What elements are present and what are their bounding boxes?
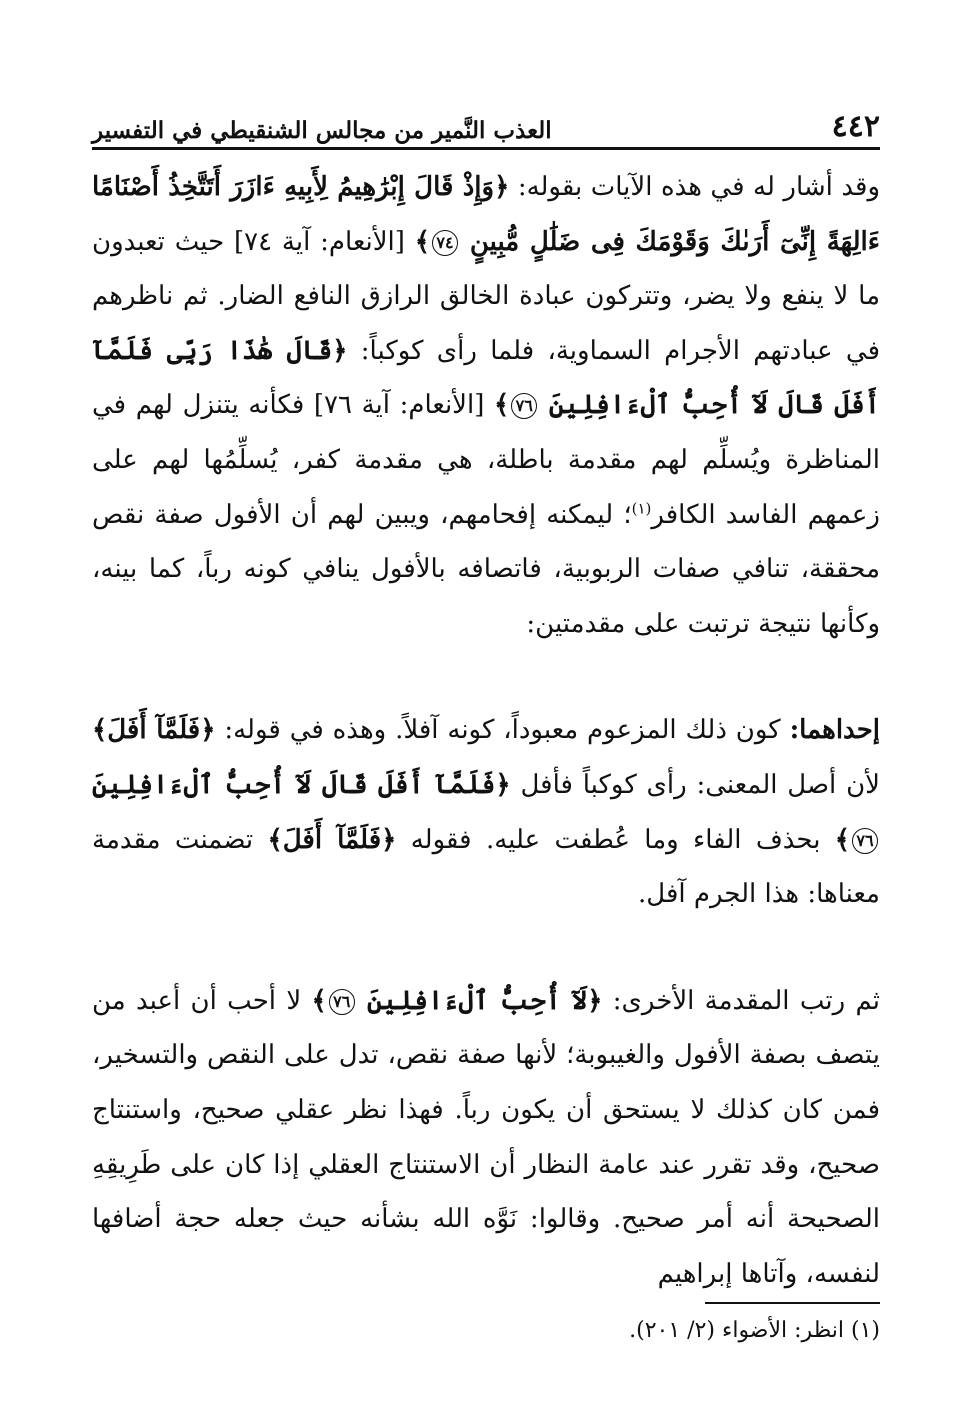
quran-open-bracket: ﴿ [332,335,348,366]
quran-open-bracket: ﴿ [494,172,510,202]
quran-verse: قَالَ هَٰذَا رَبِّى فَلَمَّآ أَفَلَ قَالَ لَآ أُحِبُّ ٱلْءَافِلِينَ [92,335,881,421]
text-run: [الأنعام: آية ٧٤] حيث تعبدون ما لا ينفع ولا يضر، وتتركون عبادة الخالق الرازق النافع الضار. ثم ناظرهم في عبادتهم الأجرام السماوية، فلما رأى كوكباً: [92,226,881,366]
verse-number-marker: ٧٦ [511,393,537,419]
quran-close-bracket: ﴾ [834,824,851,855]
quran-open-bracket: ﴿ [381,824,397,855]
text-run: تضمنت مقدمة معناها: هذا الجرم آفل. [92,824,880,910]
verse-number-marker: ٧٦ [852,828,878,854]
text-run: لا أحب أن أعبد من يتصف بصفة الأفول والغيبوبة؛ لأنها صفة نقص، تدل على النقص والتسخير، فمن كان كذلك لا يستحق أن يكون رباً. فهذا نظر عقلي صحيح، واستنتاج صحيح، وقد تقرر عند عامة النظار أن الاستنتاج العقلي إذا كان على طَرِيقِهِ الصحيحة أنه أمر صحيح. وقالوا: نَوَّه الله بشأنه حيث جعله حجة أضافها لنفسه، وآتاها إبراهيم [92,985,880,1289]
header-rule [92,147,880,150]
footnote-reference[interactable]: (١) [631,498,652,517]
text-run: وقد أشار له في هذه الآيات بقوله: [517,172,881,202]
lead-word: إحداهما: [789,715,880,746]
quran-verse: وَإِذْ قَالَ إِبْرَٰهِيمُ لِأَبِيهِ ءَازَرَ أَتَتَّخِذُ أَصْنَامًا ءَالِهَةً إِنِّىٓ أَرَىٰكَ وَقَوْمَكَ فِى ضَلَٰلٍ مُّبِينٍ [92,172,880,257]
page-number: ٤٤٢ [831,109,880,144]
text-run: بحذف الفاء وما عُطفت عليه. فقوله [410,824,821,855]
footnote-text: انظر: الأضواء (٢/ ٢٠١). [629,1318,844,1343]
page-header [92,96,880,142]
quran-open-bracket: ﴿ [587,985,603,1016]
body-text [92,160,880,1301]
paragraph-3 [92,974,880,1302]
quran-close-bracket: ﴾ [311,985,327,1016]
paragraph-2 [92,703,880,921]
quran-close-bracket: ﴾ [267,824,283,855]
quran-close-bracket: ﴾ [414,226,430,257]
quran-verse: لَآ أُحِبُّ ٱلْءَافِلِينَ [367,985,588,1016]
quran-verse: فَلَمَّآ أَفَلَ [107,715,201,746]
paragraph-1 [92,160,880,651]
quran-verse: فَلَمَّآ أَفَلَ [282,824,382,855]
verse-number-marker: ٧٤ [432,230,458,256]
text-run: لأن أصل المعنى: رأى كوكباً فأفل [520,769,881,800]
quran-close-bracket: ﴾ [92,715,108,746]
text-run: ؛ ليمكنه إفحامهم، ويبين لهم أن الأفول صفة نقص محققة، تنافي صفات الربوبية، فاتصافه بالأفول ينافي كونه رباً، كما بينه، وكأنها نتيجة ترتبت على مقدمتين: [92,499,880,639]
quran-open-bracket: ﴿ [495,769,511,800]
text-run: كون ذلك المزعوم معبوداً، كونه آفلاً. وهذه في قوله: [224,715,781,746]
footnote-number: (١) [850,1318,880,1343]
quran-close-bracket: ﴾ [494,390,510,421]
footnote-rule [705,1302,880,1304]
text-run: [الأنعام: آية ٧٦] فكأنه يتنزل لهم في المناظرة ويُسلِّم لهم مقدمة باطلة، هي مقدمة كفر، يُسلِّمُها لهم على زعمهم الفاسد الكافر [92,390,880,530]
text-run: ثم رتب المقدمة الأخرى: [612,985,881,1016]
quran-verse: فَلَمَّآ أَفَلَ قَالَ لَآ أُحِبُّ ٱلْءَافِلِينَ [92,769,496,800]
quran-open-bracket: ﴿ [200,715,216,746]
footnote [92,1314,880,1348]
verse-number-marker: ٧٦ [329,989,355,1015]
book-title: العذب النَّمير من مجالس الشنقيطي في التفسير [92,117,552,144]
